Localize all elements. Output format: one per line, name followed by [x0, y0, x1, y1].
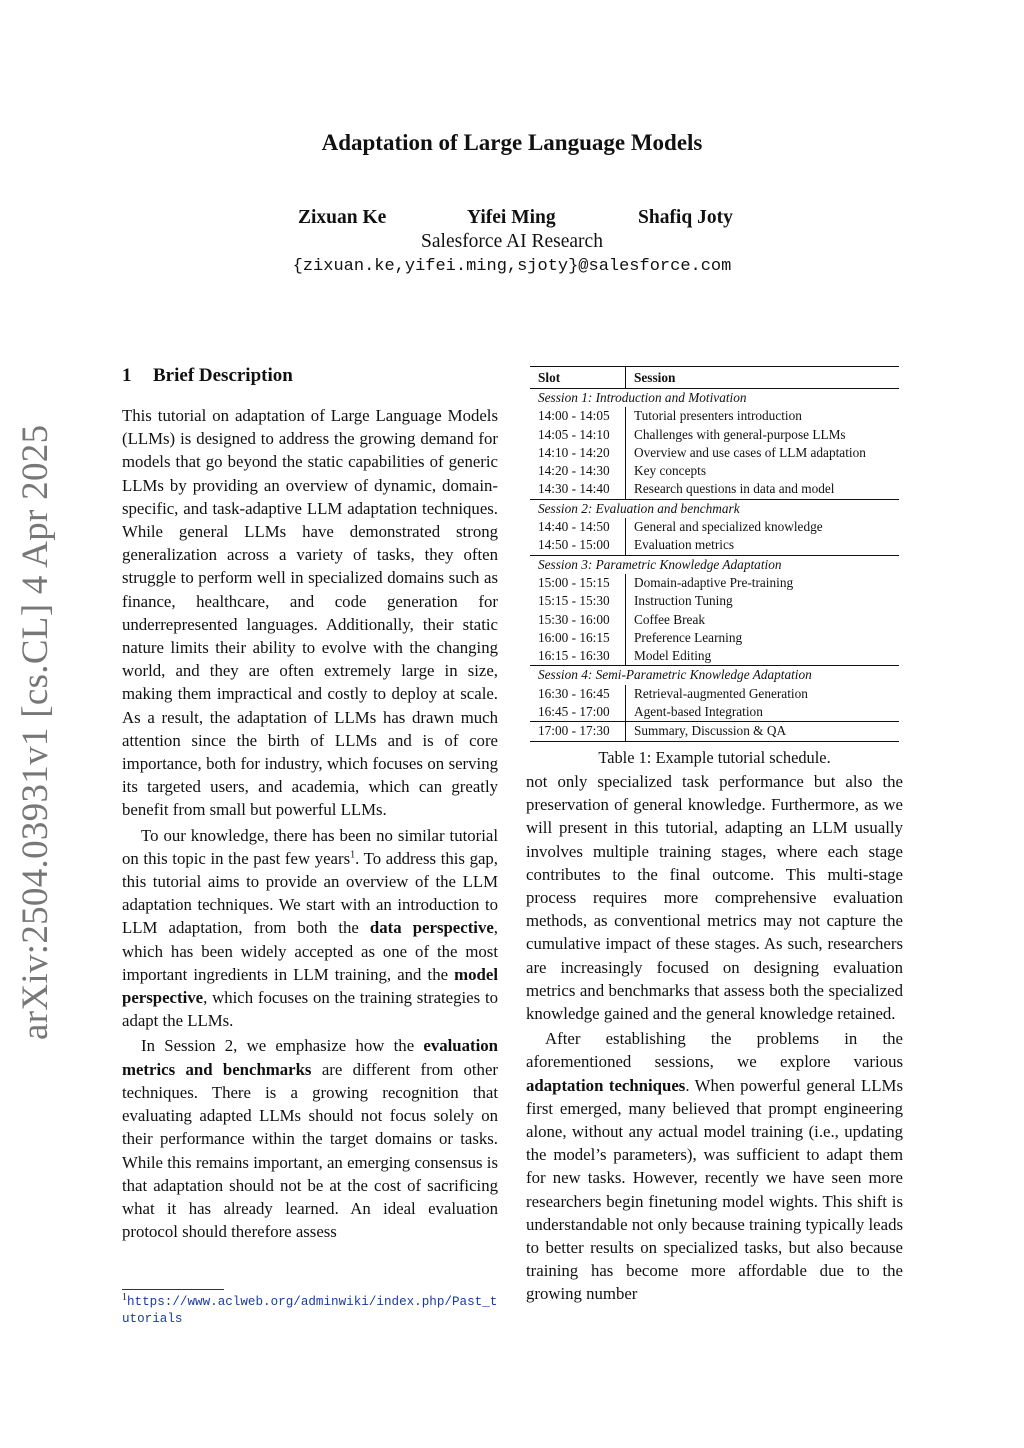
paragraph: This tutorial on adaptation of Large Language Models (LLMs) is designed to address the growing demand for models that go beyond the static capabilities of generic LLMs by providing an overview of dynamic, domain-specific, and task-adaptive LLM adaptation techniques. While general LLMs have demonstrated strong generalization across a variety of tasks, they often struggle to perform well in specialized domains such as finance, healthcare, and code generation for underrepresented languages. Additionally, their static nature limits their ability to evolve with the changing world, and they are often extremely large in size, making them impractical and costly to deploy at scale. As a result, the adaptation of LLMs has drawn much attention since the birth of LLMs and is of core importance, both for industry, which focuses on serving its targeted users, and academia, which can greatly benefit from small but powerful LLMs. — [122, 406, 498, 820]
footnote-mark[interactable]: 1 — [350, 849, 356, 861]
schedule-table — [530, 366, 899, 742]
session-cell: Agent-based Integration — [634, 704, 763, 720]
paragraph: In Session 2, we emphasize how the evaluation metrics and benchmarks are different from other techniques. There is a growing recognition that evaluating adapted LLMs should not focus solely on their performance within the target domains or tasks. While this remains important, an emerging consensus is that adaptation should not be at the cost of sacrificing what it has already learned. An ideal evaluation protocol should therefore assess — [122, 1036, 498, 1242]
paragraph: To our knowledge, there has been no similar tutorial on this topic in the past few years$^1$. To address this gap, this tutorial aims to provide an overview of the LLM adaptation techniques. We start with an introduction to LLM adaptation, from both the data perspective, which has been widely accepted as one of the most important ingredients in LLM training, and the model perspective, which focuses on the training strategies to adapt the LLMs. — [122, 825, 498, 1031]
session-cell: Instruction Tuning — [634, 593, 733, 609]
footnote-rule — [122, 1289, 224, 1290]
affiliation: Salesforce AI Research — [421, 231, 603, 252]
session-cell: Key concepts — [634, 463, 706, 479]
slot-cell: 15:00 - 15:15 — [530, 574, 626, 592]
session-heading-row — [530, 555, 899, 574]
session-cell: General and specialized knowledge — [634, 519, 823, 535]
slot-cell: 14:30 - 14:40 — [530, 480, 626, 499]
slot-cell: 16:15 - 16:30 — [530, 647, 626, 666]
session-cell: Research questions in data and model — [634, 481, 835, 497]
table-row — [530, 647, 899, 666]
table-row — [530, 536, 899, 555]
footnote-number: 1 — [122, 1291, 127, 1303]
session-heading-row — [530, 666, 899, 685]
table-row — [530, 407, 899, 425]
slot-cell: 14:05 - 14:10 — [530, 426, 626, 444]
paragraph: not only specialized task performance but also the preservation of general knowledge. Furthermore, as we will present in this tutorial, adapting an LLM usually involves multiple training stages, where each stage contributes to the final outcome. This multi-stage process requires more comprehensive evaluation methods, as conventional metrics may not capture the cumulative impact of these stages. As such, researchers are increasingly focused on designing evaluation metrics and benchmarks that assess both the specialized knowledge gained and the general knowledge retained. — [526, 772, 903, 1024]
slot-cell: 14:10 - 14:20 — [530, 444, 626, 462]
table-row — [530, 592, 899, 610]
table-row — [530, 629, 899, 647]
session-cell: Model Editing — [634, 648, 712, 664]
slot-cell: 14:00 - 14:05 — [530, 407, 626, 425]
session-cell: Coffee Break — [634, 611, 706, 627]
session-heading-row — [530, 499, 899, 518]
session-heading: Session 2: Evaluation and benchmark — [530, 499, 899, 518]
session-heading: Session 3: Parametric Knowledge Adaptation — [530, 555, 899, 574]
slot-cell: 14:50 - 15:00 — [530, 536, 626, 555]
author-name: Shafiq Joty — [638, 207, 733, 228]
author-name: Zixuan Ke — [298, 207, 387, 228]
table-row — [530, 480, 899, 499]
table-row — [530, 685, 899, 703]
session-heading-row — [530, 389, 899, 408]
slot-cell: 14:40 - 14:50 — [530, 518, 626, 536]
slot-cell: 15:15 - 15:30 — [530, 592, 626, 610]
arxiv-identifier: arXiv:2504.03931v1 [cs.CL] 4 Apr 2025 — [15, 424, 56, 1040]
footnote — [122, 1291, 502, 1328]
session-cell: Preference Learning — [634, 629, 743, 645]
table-row — [530, 426, 899, 444]
table-header-slot: Slot — [530, 367, 626, 389]
session-heading: Session 4: Semi-Parametric Knowledge Adaptation — [530, 666, 899, 685]
slot-cell: 16:45 - 17:00 — [530, 703, 626, 722]
table-row — [530, 444, 899, 462]
author-name: Yifei Ming — [467, 207, 556, 228]
paragraph: After establishing the problems in the aforementioned sessions, we explore various adaptation techniques. When powerful general LLMs first emerged, many believed that prompt engineering alone, without any actual model training (i.e., updating the model’s parameters), was sufficient to adapt them for new tasks. However, recently we have seen more researchers begin finetuning model wights. This shift is understandable not only because training typically leads to better results on specialized tasks, but also because training has become more affordable due to the growing number — [526, 1029, 903, 1304]
paper-title: Adaptation of Large Language Models — [321, 130, 703, 155]
slot-cell: 14:20 - 14:30 — [530, 462, 626, 480]
author-email: {zixuan.ke,yifei.ming,sjoty}@salesforce.com — [292, 257, 732, 276]
session-cell: Tutorial presenters introduction — [634, 408, 802, 424]
footnote-link[interactable]: https://www.aclweb.org/adminwiki/index.php/Past_tutorials — [122, 1295, 498, 1326]
section-title: Brief Description — [153, 365, 293, 386]
slot-cell: 15:30 - 16:00 — [530, 611, 626, 629]
session-cell: Domain-adaptive Pre-training — [634, 574, 794, 590]
session-cell: Summary, Discussion & QA — [626, 722, 900, 741]
session-cell: Overview and use cases of LLM adaptation — [634, 444, 866, 460]
table-row — [530, 518, 899, 536]
left-column — [122, 365, 498, 1243]
slot-cell: 16:00 - 16:15 — [530, 629, 626, 647]
session-heading: Session 1: Introduction and Motivation — [538, 390, 747, 405]
section-heading — [122, 365, 498, 387]
slot-cell: 17:00 - 17:30 — [530, 722, 626, 741]
session-cell: Retrieval-augmented Generation — [634, 685, 808, 701]
table-row — [530, 574, 899, 592]
right-column — [526, 770, 903, 1306]
table-row-final — [530, 722, 899, 741]
table-header-session: Session — [626, 367, 900, 389]
session-cell: Evaluation metrics — [634, 537, 735, 553]
slot-cell: 16:30 - 16:45 — [530, 685, 626, 703]
session-cell: Challenges with general-purpose LLMs — [634, 426, 846, 442]
table-row — [530, 462, 899, 480]
table-row — [530, 703, 899, 722]
table-caption: Table 1: Example tutorial schedule. — [598, 748, 831, 767]
section-number: 1 — [122, 365, 132, 386]
table-row — [530, 611, 899, 629]
